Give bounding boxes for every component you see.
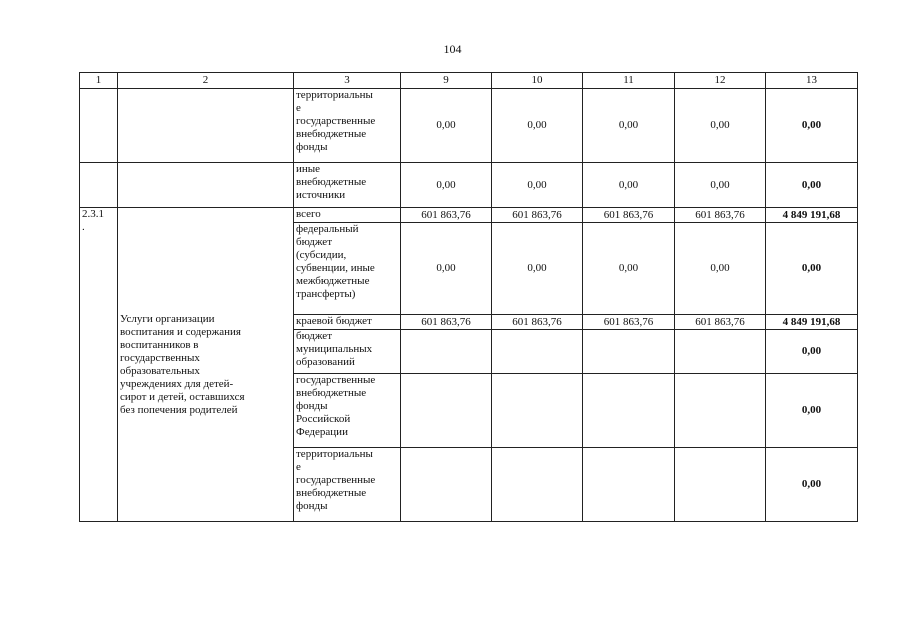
value-cell: 601 863,76: [675, 208, 766, 223]
funding-source: всего: [294, 208, 401, 223]
value-cell: 0,00: [492, 223, 583, 315]
table-row: [80, 208, 858, 223]
value-cell: 601 863,76: [675, 315, 766, 330]
header-col-10: 10: [492, 73, 583, 89]
funding-source: иные внебюджетные источники: [294, 163, 401, 208]
value-cell: 601 863,76: [492, 208, 583, 223]
value-cell: 601 863,76: [401, 208, 492, 223]
table-body: [80, 89, 858, 522]
total-cell: 0,00: [766, 374, 858, 448]
value-cell: 0,00: [492, 89, 583, 163]
value-cell: [675, 448, 766, 522]
table-row: [80, 163, 858, 208]
header-col-12: 12: [675, 73, 766, 89]
header-col-9: 9: [401, 73, 492, 89]
total-cell: 4 849 191,68: [766, 315, 858, 330]
value-cell: [583, 374, 675, 448]
funding-source: территориальны е государственные внебюджетные фонды: [294, 448, 401, 522]
value-cell: 0,00: [675, 163, 766, 208]
header-col-13: 13: [766, 73, 858, 89]
value-cell: 601 863,76: [401, 315, 492, 330]
budget-table: [79, 72, 858, 522]
total-cell: 4 849 191,68: [766, 208, 858, 223]
name-cell: [118, 89, 294, 163]
total-cell: 0,00: [766, 330, 858, 374]
value-cell: 0,00: [675, 89, 766, 163]
value-cell: [583, 330, 675, 374]
header-row: [80, 73, 858, 89]
total-cell: 0,00: [766, 89, 858, 163]
header-col-1: 1: [80, 73, 118, 89]
page-number: 104: [443, 42, 462, 56]
item-code: [80, 208, 118, 522]
item-code-number: 2.3.1: [82, 208, 104, 220]
total-cell: 0,00: [766, 448, 858, 522]
value-cell: [401, 448, 492, 522]
value-cell: 601 863,76: [492, 315, 583, 330]
code-cell: [80, 89, 118, 163]
value-cell: 0,00: [492, 163, 583, 208]
value-cell: [401, 330, 492, 374]
item-name: Услуги организации воспитания и содержания воспитанников в государственных образовательных учреждениях для детей- сирот и детей, оставшихся без попечения родителей: [118, 208, 294, 522]
value-cell: 0,00: [583, 89, 675, 163]
name-cell: [118, 163, 294, 208]
header-col-11: 11: [583, 73, 675, 89]
value-cell: 0,00: [401, 163, 492, 208]
value-cell: 0,00: [401, 223, 492, 315]
value-cell: [492, 330, 583, 374]
value-cell: 0,00: [583, 223, 675, 315]
item-code-suffix: .: [82, 221, 85, 233]
header-col-2: 2: [118, 73, 294, 89]
value-cell: [583, 448, 675, 522]
header-col-3: 3: [294, 73, 401, 89]
value-cell: [492, 374, 583, 448]
funding-source: территориальны е государственные внебюджетные фонды: [294, 89, 401, 163]
code-cell: [80, 163, 118, 208]
value-cell: 0,00: [583, 163, 675, 208]
funding-source: федеральный бюджет (субсидии, субвенции, иные межбюджетные трансферты): [294, 223, 401, 315]
funding-source: государственные внебюджетные фонды Российской Федерации: [294, 374, 401, 448]
total-cell: 0,00: [766, 163, 858, 208]
funding-source: бюджет муниципальных образований: [294, 330, 401, 374]
value-cell: 601 863,76: [583, 208, 675, 223]
funding-source: краевой бюджет: [294, 315, 401, 330]
value-cell: 601 863,76: [583, 315, 675, 330]
total-cell: 0,00: [766, 223, 858, 315]
table-row: [80, 89, 858, 163]
value-cell: 0,00: [401, 89, 492, 163]
value-cell: [492, 448, 583, 522]
value-cell: [401, 374, 492, 448]
value-cell: 0,00: [675, 223, 766, 315]
value-cell: [675, 374, 766, 448]
value-cell: [675, 330, 766, 374]
